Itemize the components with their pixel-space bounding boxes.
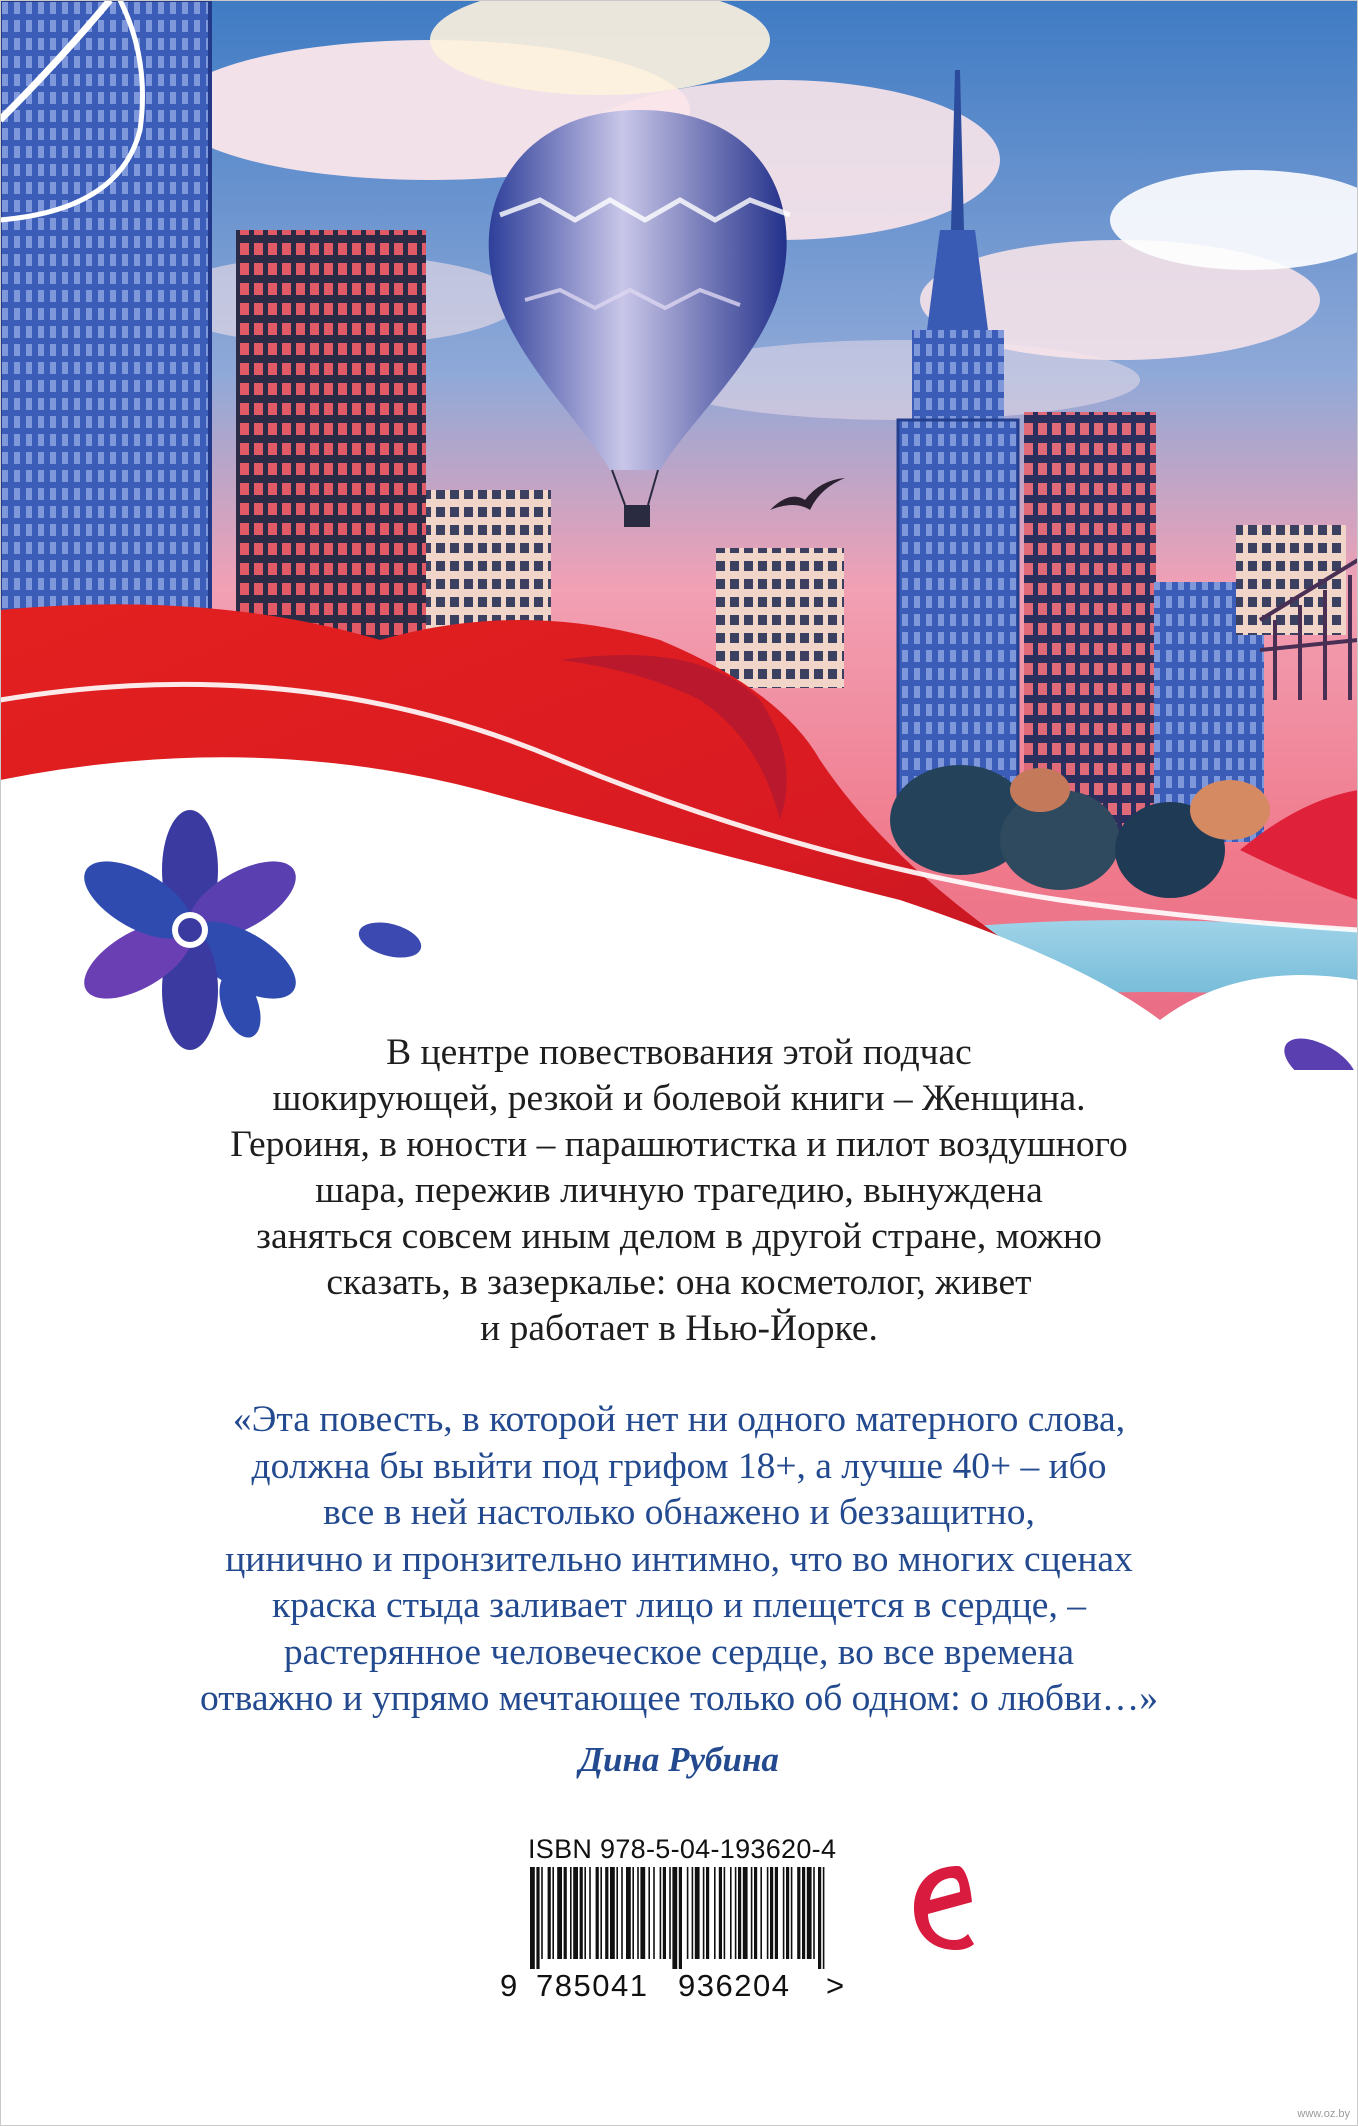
barcode-bar [637,1867,639,1959]
quote-line: все в ней настолько обнажено и беззащитно, [323,1492,1035,1533]
barcode-bar [573,1867,578,1959]
barcode-bar [653,1867,655,1959]
description-line: шокирующей, резкой и болевой книги – Женщина. [272,1078,1086,1119]
quote-line: краска стыда заливает лицо и плещется в сердце, – [272,1585,1086,1626]
description-line: В центре повествования этой подчас [386,1032,972,1073]
quote-line: растерянное человеческое сердце, во все времена [283,1631,1075,1673]
barcode-bar [610,1867,615,1959]
barcode-digits [500,1968,860,2008]
barcode-bar [648,1867,650,1959]
barcode-bar [552,1867,554,1959]
barcode-bar [813,1867,815,1959]
description-line: сказать, в зазеркалье: она косметолог, живет [326,1262,1032,1303]
barcode-bar [557,1867,562,1959]
barcode-bar [626,1867,631,1959]
barcode-bar [797,1867,800,1959]
description-line: и работает в Нью-Йорке. [480,1308,878,1349]
barcode-bar [706,1867,709,1959]
barcode-bar [640,1867,645,1959]
barcode-bar [783,1867,785,1959]
barcode-bar [530,1867,535,1969]
barcode-bar [605,1867,608,1959]
barcode-bar [767,1867,769,1959]
barcode-digit-first: 9 [500,1968,518,2003]
barcode-bar [570,1867,572,1959]
barcode-bar [596,1867,599,1959]
barcode-bar [589,1867,591,1959]
quote-line: должна бы выйти под грифом 18+, а лучше 40+ – ибо [251,1445,1107,1487]
barcode-bar [770,1867,773,1959]
barcode-bar [663,1867,666,1959]
barcode-bar [714,1867,716,1959]
barcode-bar [719,1867,722,1959]
barcode-bar [724,1867,726,1959]
review-quote [79,1397,1279,1723]
barcode-bar [536,1867,539,1969]
barcode-bar [669,1867,671,1959]
quote-line: цинично и пронзительно интимно, что во многих сценах [225,1538,1133,1580]
barcode-bar [791,1867,793,1959]
barcode-bar [823,1867,825,1969]
barcode-bar [743,1867,748,1959]
barcode-bar [738,1867,741,1959]
watermark: www.oz.by [1297,2108,1350,2120]
barcode-bar [687,1867,689,1959]
barcode-bar [541,1867,543,1959]
barcode-bar [692,1867,694,1959]
barcode-bar [807,1867,812,1959]
barcode-bar [564,1867,567,1959]
barcode-bar [760,1867,762,1959]
description-line: заняться совсем иным делом в другой стране, можно [256,1216,1102,1257]
barcode-bar [751,1867,753,1959]
barcode-bar [679,1867,682,1969]
barcode-bar [802,1867,805,1959]
barcode-bar [600,1867,602,1959]
barcode-bar [695,1867,700,1959]
barcode-bar [621,1867,623,1959]
barcode-digit-end: > [826,1968,845,2003]
barcode-bar [730,1867,732,1959]
barcode-bar [775,1867,778,1959]
barcode-digit-group-left: 785041 [536,1968,649,2003]
barcode-bar [754,1867,757,1959]
barcode-bar [548,1867,551,1959]
barcode-bar [584,1867,586,1959]
isbn-label: ISBN 978-5-04-193620-4 [528,1834,837,1864]
barcode-bar [786,1867,789,1959]
barcode-bar [672,1867,677,1969]
barcode-bar [616,1867,618,1959]
quote-line: отважно и упрямо мечтающее только об одном: о любви…» [199,1678,1158,1719]
barcode-digit-group-right: 936204 [678,1968,791,2003]
description-line: Героиня, в юности – парашютистка и пилот воздушного [230,1124,1128,1165]
barcode-bar [818,1867,821,1969]
barcode [528,1867,828,1969]
book-description [129,1030,1229,1352]
description-line: шара, пережив личную трагедию, вынуждена [315,1170,1043,1211]
barcode-bar [703,1867,705,1959]
barcode-bar [660,1867,662,1959]
barcode-bar [632,1867,634,1959]
quote-line: «Эта повесть, в которой нет ни одного матерного слова, [232,1399,1126,1440]
quote-author: Дина Рубина [579,1740,779,1779]
barcode-bar [735,1867,737,1959]
barcode-bar [580,1867,583,1959]
publisher-logo [908,1852,978,1964]
